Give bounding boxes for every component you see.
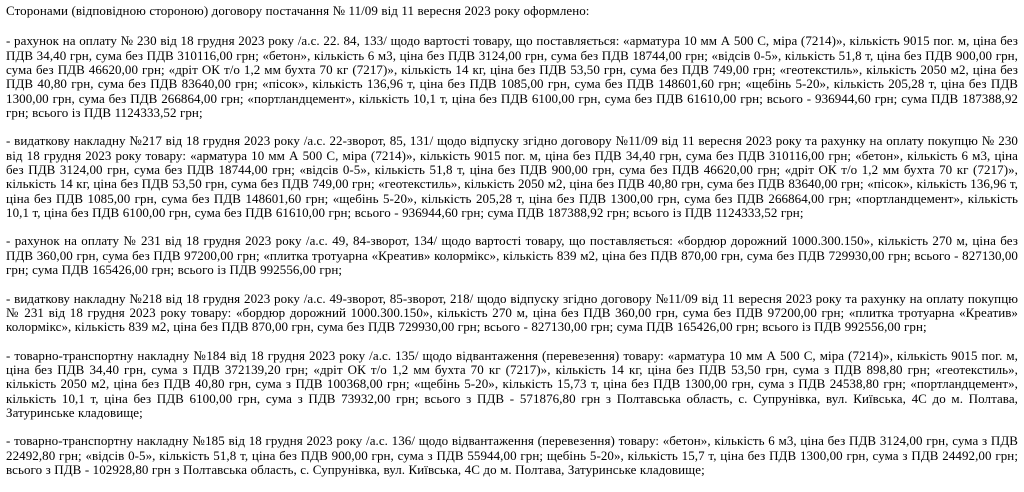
paragraph-delivery-note-218: - видаткову накладну №218 від 18 грудня 2023 року /а.с. 49-зворот, 85-зворот, 218/ щодо відпуску згідно договору №11/09 від 11 вересня 2023 року та рахунку на оплату покупцю № 231 від 18 грудня 2023 року товару: «бордюр дорожний 1000.300.150», кількість 270 м, ціна без ПДВ 360,00 грн, сума без ПДВ 97200,00 грн; «плитка тротуарна «Креатив» колормікс», кількість 839 м2, ціна без ПДВ 870,00 грн, сума без ПДВ 729930,00 грн; всього - 827130,00 грн; сума ПДВ 165426,00 грн; всього із ПДВ 992556,00 грн; [6, 290, 1018, 335]
paragraph-waybill-184: - товарно-транспортну накладну №184 від 18 грудня 2023 року /а.с. 135/ щодо відвантаження (перевезення) товару: «арматура 10 мм А 500 С, міра (7214)», кількість 9015 пог. м, ціна без ПДВ 34,40 грн, сума з ПДВ 372139,20 грн; «дріт ОК т/о 1,2 мм бухта 70 кг (7217)», кількість 14 кг, ціна без ПДВ 53,50 грн, сума з ПДВ 898,80 грн; «геотекстиль», кількість 2050 м2, ціна без ПДВ 40,80 грн, сума з ПДВ 100368,00 грн; «щебінь 5-20», кількість 15,73 т, ціна без ПДВ 1300,00 грн, сума з ПДВ 24538,80 грн; «портландцемент», кількість 10,1 т, ціна без ПДВ 6100,00 грн, сума з ПДВ 73932,00 грн; всього з ПДВ - 571876,80 грн з Полтавська область, с. Супрунівка, вул. Київська, 4С до м. Полтава, Затуринське кладовище; [6, 347, 1018, 420]
paragraph-intro: Сторонами (відповідною стороною) договору постачання № 11/09 від 11 вересня 2023 року оформлено: [6, 3, 590, 18]
paragraph-delivery-note-217: - видаткову накладну №217 від 18 грудня 2023 року /а.с. 22-зворот, 85, 131/ щодо відпуску згідно договору №11/09 від 11 вересня 2023 року та рахунку на оплату покупцю № 230 від 18 грудня 2023 року товару: «арматура 10 мм А 500 С, міра (7214)», кількість 9015 пог. м, ціна без ПДВ 34,40 грн, сума без ПДВ 310116,00 грн; «бетон», кількість 6 м3, ціна без ПДВ 3124,00 грн, сума без ПДВ 18744,00 грн; «відсів 0-5», кількість 51,8 т, ціна без ПДВ 900,00 грн, сума без ПДВ 46620,00 грн; «дріт ОК т/о 1,2 мм бухта 70 кг (7217)», кількість 14 кг, ціна без ПДВ 53,50 грн, сума без ПДВ 749,00 грн; «геотекстиль», кількість 2050 м2, ціна без ПДВ 40,80 грн, сума без ПДВ 83640,00 грн; «пісок», кількість 136,96 т, ціна без ПДВ 1085,00 грн, сума без ПДВ 148601,60 грн; «щебінь 5-20», кількість 205,28 т, ціна без ПДВ 1300,00 грн, сума без ПДВ 266864,00 грн; «портландцемент», кількість 10,1 т, ціна без ПДВ 6100,00 грн, сума без ПДВ 61610,00 грн; всього - 936944,60 грн; сума ПДВ 187388,92 грн; всього із ПДВ 1124333,52 грн; [6, 133, 1018, 221]
paragraph-waybill-185: - товарно-транспортну накладну №185 від 18 грудня 2023 року /а.с. 136/ щодо відвантаження (перевезення) товару: «бетон», кількість 6 м3, ціна без ПДВ 3124,00 грн, сума з ПДВ 22492,80 грн; «відсів 0-5», кількість 51,8 т, ціна без ПДВ 900,00 грн, сума з ПДВ 55944,00 грн; щебінь 5-20», кількість 15,7 т, ціна без ПДВ 1300,00 грн, сума з ПДВ 24492,00 грн; всього з ПДВ - 102928,80 грн з Полтавська область, с. Супрунівка, вул. Київська, 4С до м. Полтава, Затуринське кладовище; [6, 433, 1018, 477]
paragraph-invoice-230: - рахунок на оплату № 230 від 18 грудня 2023 року /а.с. 22. 84, 133/ щодо вартості товару, що поставляється: «арматура 10 мм А 500 С, міра (7214)», кількість 9015 пог. м, ціна без ПДВ 34,40 грн, сума без ПДВ 310116,00 грн; «бетон», кількість 6 м3, ціна без ПДВ 3124,00 грн, сума без ПДВ 18744,00 грн; «відсів 0-5», кількість 51,8 т, ціна без ПДВ 900,00 грн, сума без ПДВ 46620,00 грн; «дріт ОК т/о 1,2 мм бухта 70 кг (7217)», кількість 14 кг, ціна без ПДВ 53,50 грн, сума без ПДВ 749,00 грн; «геотекстиль», кількість 2050 м2, ціна без ПДВ 40,80 грн, сума без ПДВ 83640,00 грн; «пісок», кількість 136,96 т, ціна без ПДВ 1085,00 грн, сума без ПДВ 148601,60 грн; «щебінь 5-20», кількість 205,28 т, ціна без ПДВ 1300,00 грн, сума без ПДВ 266864,00 грн; «портландцемент», кількість 10,1 т, ціна без ПДВ 6100,00 грн, сума без ПДВ 61610,00 грн; всього - 936944,60 грн; сума ПДВ 187388,92 грн; всього із ПДВ 1124333,52 грн; [6, 33, 1018, 121]
paragraph-invoice-231: - рахунок на оплату № 231 від 18 грудня 2023 року /а.с. 49, 84-зворот, 134/ щодо вартості товару, що поставляється: «бордюр дорожний 1000.300.150», кількість 270 м, ціна без ПДВ 360,00 грн, сума без ПДВ 97200,00 грн; «плитка тротуарна «Креатив» колормікс», кількість 839 м2, ціна без ПДВ 870,00 грн, сума без ПДВ 729930,00 грн; всього - 827130,00 грн; сума ПДВ 165426,00 грн; всього із ПДВ 992556,00 грн; [6, 233, 1018, 278]
